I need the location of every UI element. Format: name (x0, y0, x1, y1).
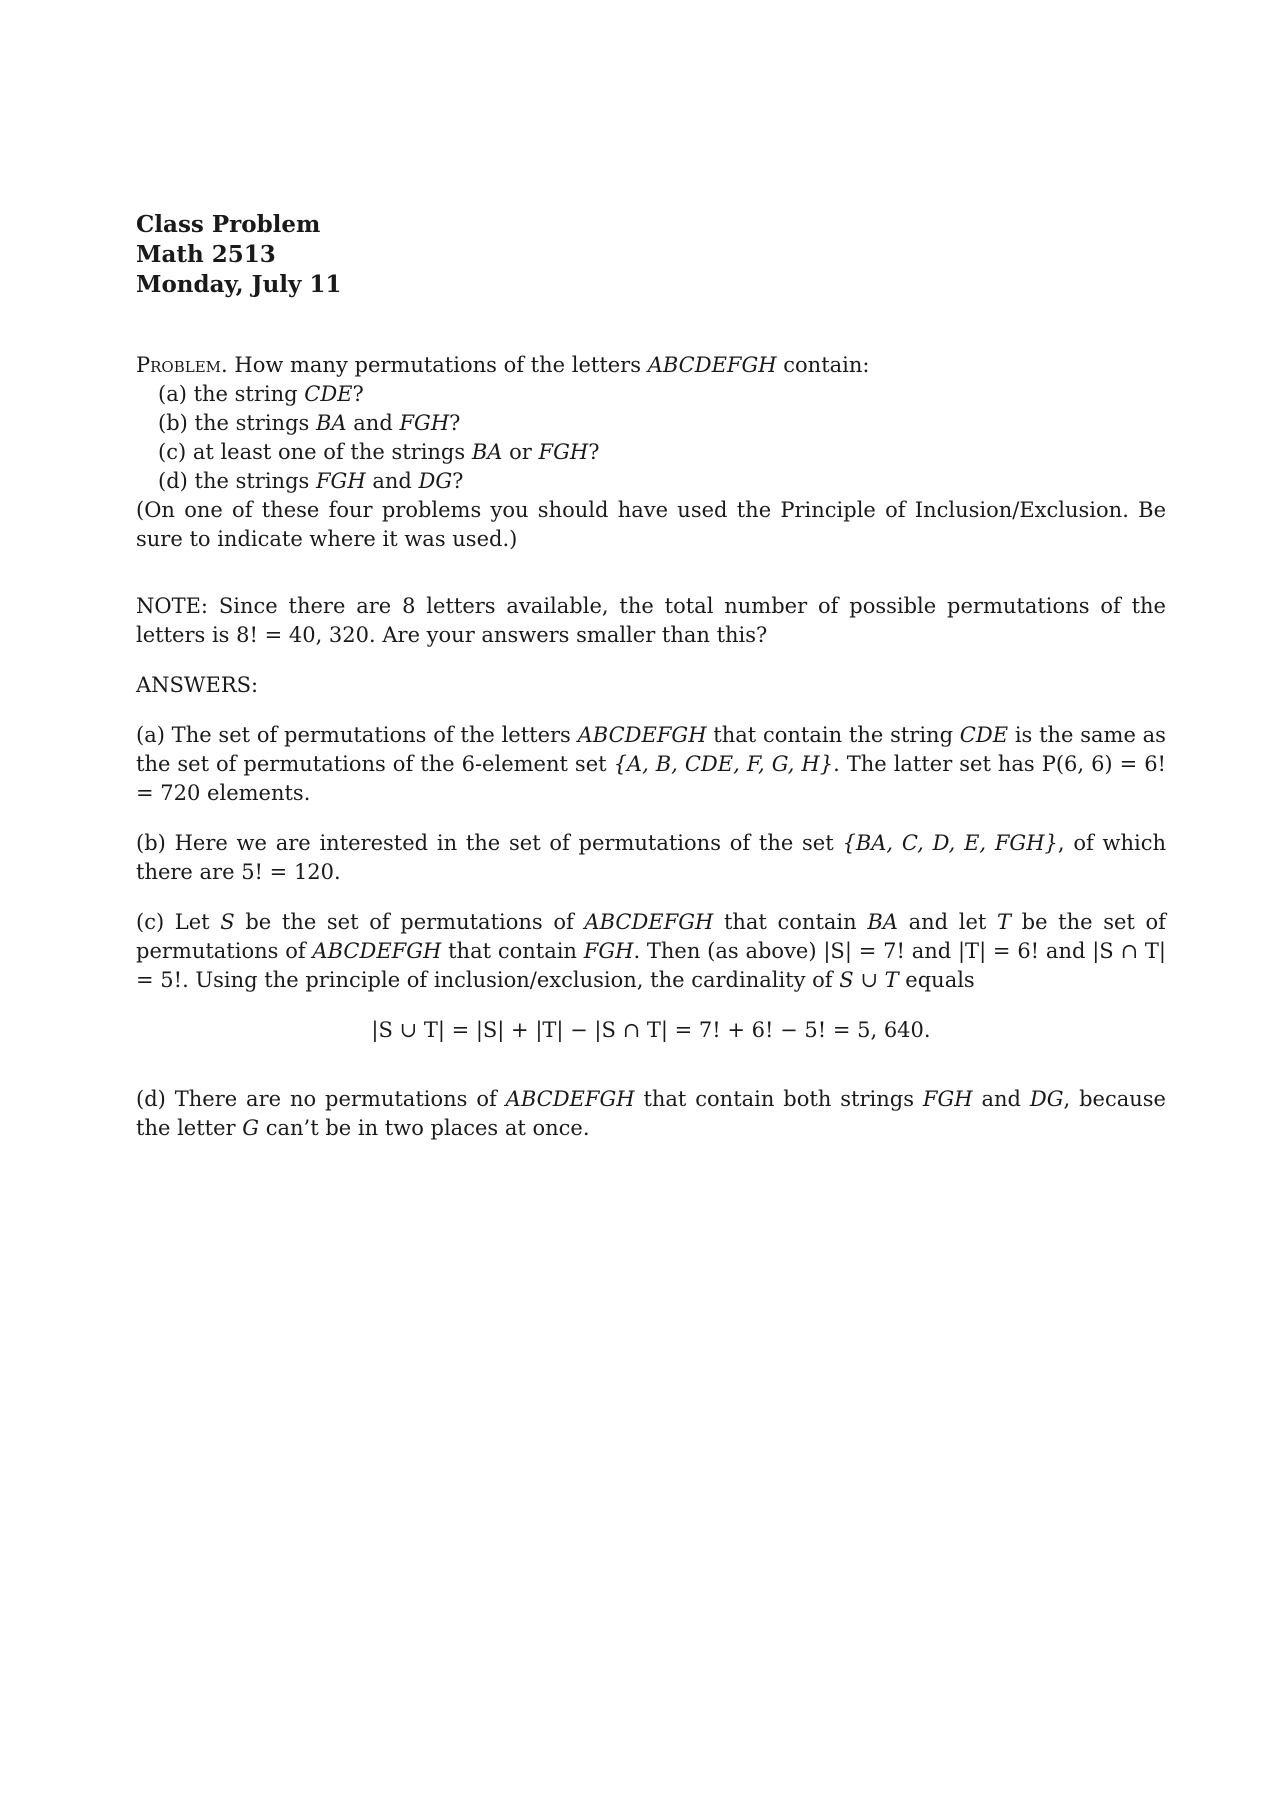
header-title: Class Problem (136, 211, 321, 238)
problem-section (136, 351, 1166, 554)
problem-item-d: (d) the strings FGH and DG? (158, 469, 464, 493)
header-date: Monday, July 11 (136, 271, 342, 298)
problem-label: Problem. (136, 353, 228, 377)
inclusion-exclusion-formula: |S ∪ T| = |S| + |T| − |S ∩ T| = 7! + 6! − 5! = 5, 640. (371, 1018, 931, 1042)
note-paragraph: NOTE: Since there are 8 letters available, the total number of possible permutations of the letters is 8! = 40, 320. Are your answers smaller than this? (136, 594, 1166, 647)
document-page (136, 210, 1166, 1164)
answer-a: (a) The set of permutations of the letters ABCDEFGH that contain the string CDE is the same as the set of permutations of the 6-element set {A, B, CDE, F, G, H}. The latter set has P(6, 6) = 6! = 720 elements. (136, 723, 1166, 805)
answers-heading: ANSWERS: (136, 673, 259, 697)
answer-b: (b) Here we are interested in the set of permutations of the set {BA, C, D, E, FGH}, of which there are 5! = 120. (136, 831, 1166, 884)
problem-item-b: (b) the strings BA and FGH? (158, 411, 461, 435)
answer-c: (c) Let S be the set of permutations of ABCDEFGH that contain BA and let T be the set of permutations of ABCDEFGH that contain FGH. Then (as above) |S| = 7! and |T| = 6! and |S ∩ T| = 5!. Using the principle of inclusion/exclusion, the cardinality of S ∪ T equals (136, 910, 1166, 992)
problem-note: (On one of these four problems you should have used the Principle of Inclusion/Exclusion. Be sure to indicate where it was used.) (136, 498, 1166, 551)
problem-item-a: (a) the string CDE? (158, 382, 364, 406)
problem-intro: Problem. How many permutations of the letters ABCDEFGH contain: (136, 353, 870, 377)
answer-d: (d) There are no permutations of ABCDEFGH that contain both strings FGH and DG, because the letter G can’t be in two places at once. (136, 1087, 1166, 1140)
document-header (136, 210, 1166, 300)
problem-items (136, 380, 1166, 496)
header-course: Math 2513 (136, 241, 276, 268)
problem-item-c: (c) at least one of the strings BA or FGH? (158, 440, 600, 464)
